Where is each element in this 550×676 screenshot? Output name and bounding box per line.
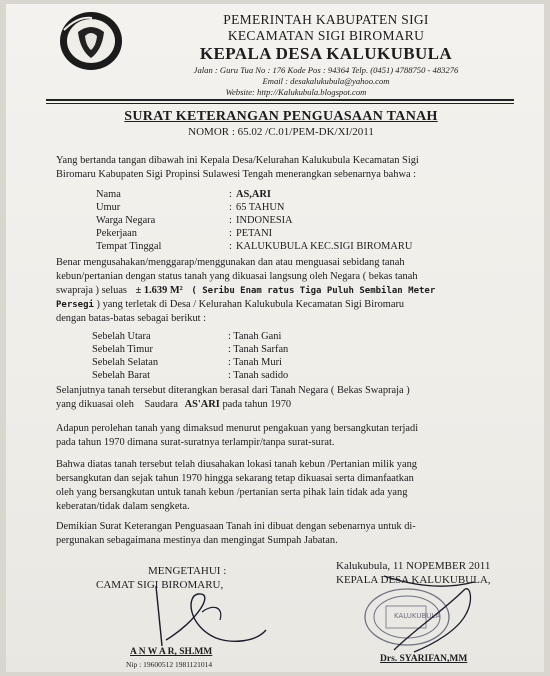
intro-line: Yang bertanda tangan dibawah ini Kepala Desa/Kelurahan Kalukubula Kecamatan Sigi (56, 155, 419, 166)
identity-label: Warga Negara (96, 215, 156, 226)
land-description-text: swapraja ) seluas (56, 285, 127, 296)
letterhead-website: Website: http://Kalukubula.blogspot.com (225, 87, 367, 97)
boundary-label: Sebelah Timur (92, 344, 153, 355)
boundary-label: Sebelah Barat (92, 370, 150, 381)
letterhead-address: Jalan : Guru Tua No : 176 Kode Pos : 94364 Telp. (0451) 4788750 - 483276 (193, 65, 459, 75)
camat-name: A N W A R, SH.MM (130, 647, 213, 657)
identity-value: PETANI (236, 228, 273, 239)
closing-line: Demikian Surat Keterangan Penguasaan Tanah ini dibuat dengan sebenarnya untuk di- (56, 521, 416, 532)
regency-emblem-icon (58, 10, 124, 72)
usage-line: oleh yang bersangkutan untuk tanah kebun /pertanian serta pihak lain tidak ada yang (56, 487, 408, 498)
identity-value: INDONESIA (236, 215, 293, 226)
identity-label: Umur (96, 202, 121, 213)
boundary-labels (92, 330, 158, 382)
land-description-line: dengan batas-batas sebagai berikut : (56, 313, 207, 324)
land-location-line (56, 298, 516, 312)
identity-label: Tempat Tinggal (96, 241, 162, 252)
land-description-text: ) yang terletak di Desa / Kelurahan Kalukubula Kecamatan Sigi Biromaru (96, 299, 405, 310)
acquisition-paragraph (56, 422, 516, 450)
letterhead-email: Email : desakalukubula@yahoo.com (262, 76, 390, 86)
stamp-text: KALUKUBULA (394, 612, 441, 620)
identity-labels (96, 188, 161, 253)
owner-name: AS'ARI (184, 399, 220, 410)
identity-values (236, 188, 412, 253)
identity-label: Pekerjaan (96, 228, 137, 239)
identity-value: KALUKUBULA KEC.SIGI BIROMARU (236, 241, 413, 252)
usage-line: Bahwa diatas tanah tersebut telah diusahakan lokasi tanah kebun /Pertanian milik yang (56, 459, 417, 470)
document-page (6, 4, 544, 672)
origin-text: yang dikuasai oleh (56, 399, 134, 410)
boundary-value: : Tanah Muri (228, 357, 282, 368)
acquisition-line: pada tahun 1970 dimana surat-suratnya terlampir/tanpa surat-surat. (56, 437, 335, 448)
land-area-value: ± 1.639 M² (135, 285, 183, 296)
usage-line: keberatan/tidak dalam sengketa. (56, 501, 190, 512)
camat-title: CAMAT SIGI BIROMARU, (96, 579, 224, 591)
village-head-name: Drs. SYARIFAN,MM (380, 654, 468, 664)
closing-line: pergunakan sebagaimana mestinya dan mengingat Sumpah Jabatan. (56, 535, 338, 546)
boundary-value: : Tanah Gani (228, 331, 282, 342)
identity-value: 65 TAHUN (236, 202, 285, 213)
village-head-signature-icon (374, 570, 494, 660)
identity-colons: : : : : : (229, 189, 232, 252)
identity-label: Nama (96, 189, 121, 200)
camat-nip: Nip : 19600512 1981121014 (126, 660, 213, 669)
boundary-value: : Tanah Sarfan (228, 344, 289, 355)
letterhead (126, 12, 526, 98)
letterhead-district: KECAMATAN SIGI BIROMARU (227, 28, 425, 43)
intro-paragraph (56, 154, 496, 182)
land-description-line: kebun/pertanian dengan status tanah yang dikuasai langsung oleh Negara ( bekas tanah (56, 271, 418, 282)
origin-line (56, 398, 516, 412)
origin-line: Selanjutnya tanah tersebut diterangkan berasal dari Tanah Negara ( Bekas Swapraja ) (56, 385, 410, 396)
land-description-line: Benar mengusahakan/menggarap/menggunakan dan atau menguasai sebidang tanah (56, 257, 405, 268)
land-area-words-end: Persegi (56, 300, 94, 310)
document-title: SURAT KETERANGAN PENGUASAAN TANAH (124, 109, 438, 124)
boundary-label: Sebelah Utara (92, 331, 151, 342)
acquisition-line: Adapun perolehan tanah yang dimaksud menurut pengakuan yang bersangkutan terjadi (56, 423, 419, 434)
intro-line: Biromaru Kabupaten Sigi Propinsi Sulawesi Tengah menerangkan sebenarnya bahwa : (56, 169, 417, 180)
boundary-value: : Tanah sadido (228, 370, 289, 381)
identity-value-name: AS,ARI (236, 189, 271, 200)
origin-text: pada tahun 1970 (222, 399, 292, 410)
header-divider-thick (46, 99, 514, 101)
origin-paragraph (56, 384, 516, 412)
village-head-title: KEPALA DESA KALUKUBULA, (336, 574, 491, 586)
issue-date: Kalukubula, 11 NOPEMBER 2011 (336, 560, 491, 572)
boundary-label: Sebelah Selatan (92, 357, 159, 368)
usage-line: bersangkutan dan sejak tahun 1970 hingga sekarang tetap dikuasai serta dimanfaatkan (56, 473, 414, 484)
acknowledged-label: MENGETAHUI : (148, 565, 227, 577)
land-area-line (56, 284, 516, 298)
camat-signature-icon (116, 582, 276, 652)
origin-text: Saudara (144, 399, 178, 410)
boundary-values (228, 330, 288, 382)
land-description-paragraph (56, 256, 516, 326)
document-number: NOMOR : 65.02 /C.01/PEM-DK/XI/2011 (188, 126, 374, 138)
land-area-words: ( Seribu Enam ratus Tiga Puluh Sembilan Meter (191, 286, 436, 296)
usage-paragraph (56, 458, 516, 514)
letterhead-regency: PEMERINTAH KABUPATEN SIGI (223, 12, 429, 27)
closing-paragraph (56, 520, 516, 548)
letterhead-village-head: KEPALA DESA KALUKUBULA (199, 44, 453, 63)
header-divider-thin (46, 103, 514, 104)
